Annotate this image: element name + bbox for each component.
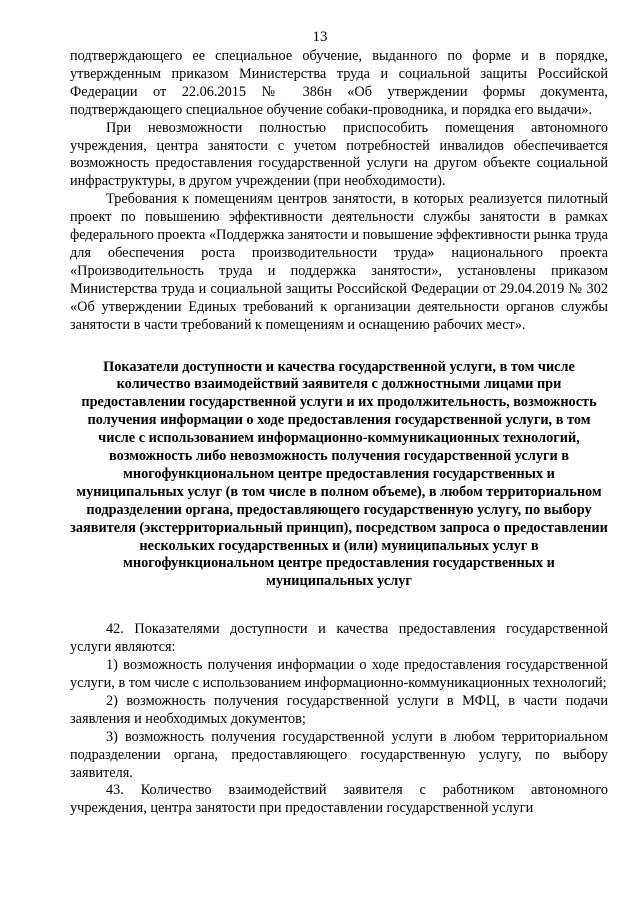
page-number: 13 bbox=[312, 29, 328, 45]
paragraph-43: 43. Количество взаимодействий заявителя с работником автономного учреждения, центра занятости при предоставлении государственной услуги bbox=[70, 782, 608, 817]
paragraph-42: 42. Показателями доступности и качества предоставления государственной услуги являются: bbox=[70, 621, 608, 656]
list-item: 2) возможность получения государственной услуги в МФЦ, в части подачи заявления и необходимых документов; bbox=[70, 692, 608, 727]
section-heading: Показатели доступности и качества государственной услуги, в том числе количество взаимодействий заявителя с должностными лицами при предоставлении государственной услуги и их продолжительность, возможность получения информации о ходе предоставления государственной услуги, в том числе с использованием информационно-коммуникационных технологий, возможность либо невозможность получения государственной услуги в многофункциональном центре предоставления государственных и муниципальных услуг (в том числе в полном объеме), в любом территориальном подразделении органа, предоставляющего государственную услугу, по выбору заявителя (экстерриториальный принцип), посредством запроса о предоставлении нескольких государственных и (или) муниципальных услуг в многофункциональном центре предоставления государственных и муниципальных услуг bbox=[70, 358, 608, 590]
list-item: 1) возможность получения информации о ходе предоставления государственной услуги, в том числе с использованием информационно-коммуникационных технологий; bbox=[70, 657, 608, 691]
paragraph-pilot-project: Требования к помещениям центров занятости, в которых реализуется пилотный проект по повышению эффективности деятельности службы занятости в рамках федерального проекта «Поддержка занятости и повышение эффективности рынка труда для обеспечения роста производительности труда» национального проекта «Производительность труда и поддержка занятости», установлены приказом Министерства труда и социальной защиты Российской Федерации от 29.04.2019 № 302 «Об утверждении Единых требований к организации деятельности органов службы занятости в части требований к помещениям и оснащению рабочих мест». bbox=[70, 191, 608, 333]
list-item: 3) возможность получения государственной услуги в любом территориальном подразделении органа, предоставляющего государственную услугу, по выбору заявителя. bbox=[70, 728, 608, 781]
document-body bbox=[70, 48, 608, 818]
paragraph-continuation: подтверждающего ее специальное обучение, выданного по форме и в порядке, утвержденным приказом Министерства труда и социальной защиты Российской Федерации от 22.06.2015 № 386н «Об утверждении формы документа, подтверждающего специальное обучение собаки-проводника, и порядка его выдачи». bbox=[70, 48, 608, 118]
paragraph-infrastructure: При невозможности полностью приспособить помещения автономного учреждения, центра занятости с учетом потребностей инвалидов обеспечивается возможность предоставления государственной услуги на другом объекте социальной инфраструктуры, в другом учреждении (при необходимости). bbox=[70, 119, 608, 190]
